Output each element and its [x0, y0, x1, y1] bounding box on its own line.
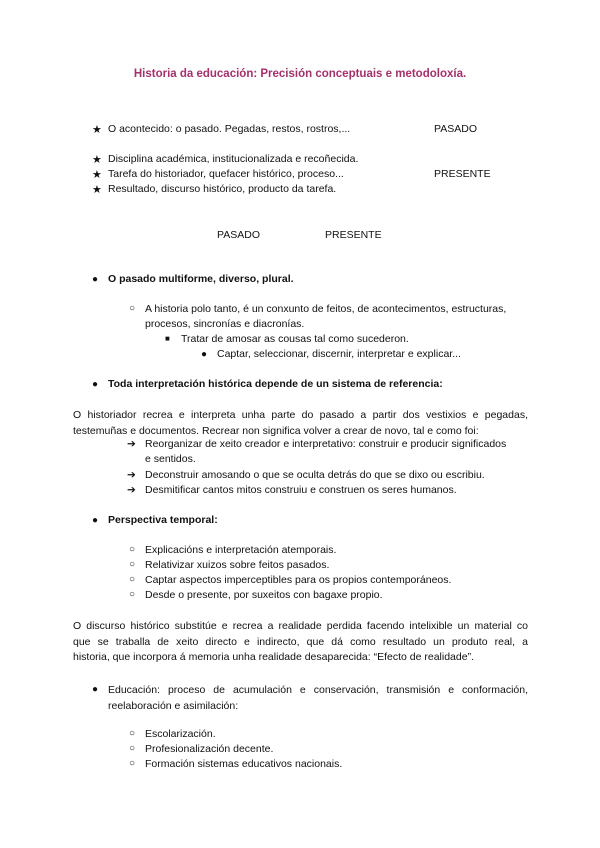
arrow-icon: ➔ [127, 469, 136, 481]
section1-sub2: Tratar de amosar as cousas tal como sucederon. [181, 333, 409, 345]
para2-line2: que se traballa de xeito directo e indirecto, que dá como resultado un produto real, a [73, 635, 528, 648]
circle-bullet-icon: ○ [129, 589, 136, 600]
label-presente: PRESENTE [325, 229, 382, 241]
section1-sub1-line2: procesos, sincronías e diacronías. [145, 318, 305, 330]
circle-bullet-icon: ○ [129, 303, 136, 314]
para2-line1: O discurso histórico substitúe e recrea a realidade perdida facendo intelixible un material co [73, 620, 528, 632]
arrow-item-1-line1: Reorganizar de xeito creador e interpretativo: construir e producir significados [145, 438, 507, 450]
arrow-icon: ➔ [127, 438, 136, 450]
section1-sub3: Captar, seleccionar, discernir, interpretar e explicar... [217, 348, 461, 360]
section4-item-3: Formación sistemas educativos nacionais. [145, 758, 343, 770]
section3-item-1: Explicacións e interpretación atemporais. [145, 544, 337, 556]
section1-heading: O pasado multiforme, diverso, plural. [108, 273, 294, 285]
section2-para-line2: testemuñas e documentos. Recrear non significa volver a crear de novo, tal e como foi: [73, 424, 479, 437]
section2-paragraph [73, 408, 528, 439]
intro-item-4: Resultado, discurso histórico, producto da tarefa. [108, 183, 337, 195]
intro-item-1: O acontecido: o pasado. Pegadas, restos, rostros,... [108, 123, 351, 135]
disc-bullet-icon: ● [92, 274, 99, 285]
star-icon: ★ [92, 154, 102, 166]
circle-bullet-icon: ○ [129, 743, 136, 754]
closing-paragraph [73, 619, 528, 666]
section2-heading: Toda interpretación histórica depende de un sistema de referencia: [108, 378, 443, 390]
disc-bullet-icon: ● [92, 515, 99, 526]
star-icon: ★ [92, 169, 102, 181]
circle-bullet-icon: ○ [129, 728, 136, 739]
intro-tag-presente: PRESENTE [434, 168, 491, 180]
circle-bullet-icon: ○ [129, 559, 136, 570]
section3-item-3: Captar aspectos imperceptibles para os propios contemporáneos. [145, 574, 452, 586]
circle-bullet-icon: ○ [129, 758, 136, 769]
intro-tag-pasado: PASADO [434, 123, 477, 135]
disc-bullet-icon: ● [92, 379, 99, 390]
circle-bullet-icon: ○ [129, 544, 136, 555]
section1-sub1-line1: A historia polo tanto, é un conxunto de feitos, de acontecimentos, estructuras, [145, 303, 507, 315]
section3-item-4: Desde o presente, por suxeitos con bagaxe propio. [145, 589, 383, 601]
section3-heading: Perspectiva temporal: [108, 514, 218, 526]
section4-line1: Educación: proceso de acumulación e conservación, transmisión e conformación, [108, 684, 528, 696]
section4-text [108, 683, 528, 714]
intro-item-2: Disciplina académica, institucionalizada e recoñecida. [108, 153, 359, 165]
arrow-item-3: Desmitificar cantos mitos construiu e construen os seres humanos. [145, 484, 457, 496]
section4-item-1: Escolarización. [145, 728, 216, 740]
intro-item-3: Tarefa do historiador, quefacer histórico, proceso... [108, 168, 344, 180]
section4-line2: reelaboración e asimilación: [108, 699, 239, 712]
arrow-item-2: Deconstruir amosando o que se oculta detrás do que se dixo ou escribiu. [145, 469, 485, 481]
section2-para-line1: O historiador recrea e interpreta unha parte do pasado a partir dos vestixios e pegadas, [73, 409, 528, 421]
arrow-icon: ➔ [127, 484, 136, 496]
page-title: Historia da educación: Precisión conceptuais e metodoloxía. [133, 68, 467, 80]
disc-bullet-icon: ● [92, 684, 99, 695]
para2-line3: historia, que incorpora á memoria unha realidade desaparecida: “Efecto de realidade”. [73, 651, 474, 663]
star-icon: ★ [92, 184, 102, 196]
label-pasado: PASADO [217, 229, 260, 241]
circle-bullet-icon: ○ [129, 574, 136, 585]
square-bullet-icon: ■ [165, 334, 170, 343]
section4-item-2: Profesionalización decente. [145, 743, 274, 755]
star-icon: ★ [92, 124, 102, 136]
disc-bullet-icon: ● [201, 349, 208, 360]
section3-item-2: Relativizar xuizos sobre feitos pasados. [145, 559, 330, 571]
arrow-item-1-line2: e sentidos. [145, 453, 196, 465]
